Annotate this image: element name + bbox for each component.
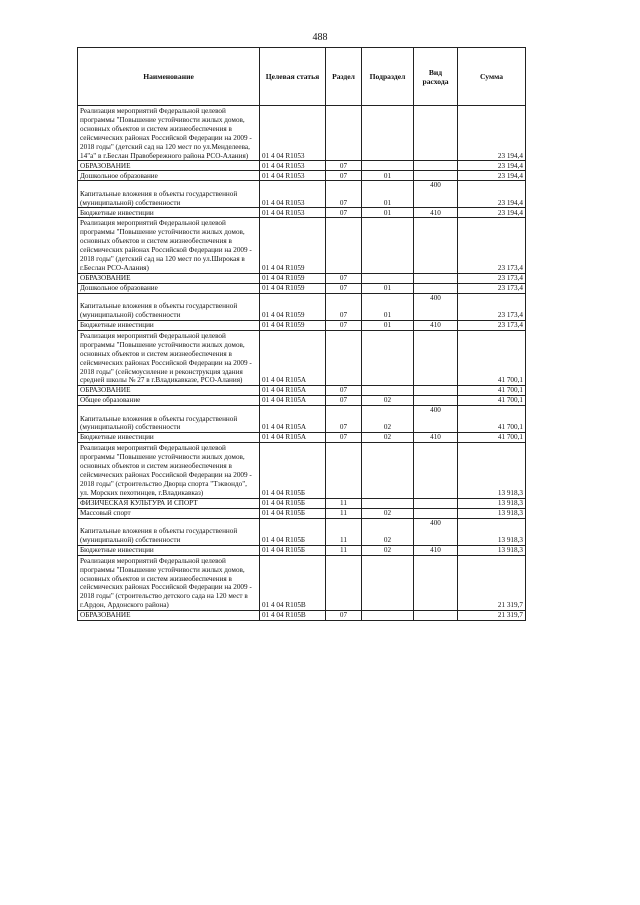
cell-target-code: 01 4 04 R1059 bbox=[260, 218, 326, 273]
cell-target-code: 01 4 04 R105Б bbox=[260, 508, 326, 518]
cell-sum: 23 194,4 bbox=[458, 208, 526, 218]
cell-name: Бюджетные инвестиции bbox=[78, 320, 260, 330]
cell-sum: 13 918,3 bbox=[458, 545, 526, 555]
cell-target-code: 01 4 04 R105Б bbox=[260, 498, 326, 508]
cell-subsection: 01 bbox=[362, 208, 414, 218]
cell-target-code: 01 4 04 R1053 bbox=[260, 208, 326, 218]
cell-target-code: 01 4 04 R1059 bbox=[260, 273, 326, 283]
cell-name: ОБРАЗОВАНИЕ bbox=[78, 273, 260, 283]
cell-target-code: 01 4 04 R1059 bbox=[260, 320, 326, 330]
table-row bbox=[78, 293, 526, 320]
cell-section: 07 bbox=[326, 396, 362, 406]
cell-expense-type bbox=[414, 508, 458, 518]
cell-expense-type bbox=[414, 218, 458, 273]
cell-sum: 23 194,4 bbox=[458, 181, 526, 208]
cell-subsection bbox=[362, 498, 414, 508]
cell-sum: 23 173,4 bbox=[458, 293, 526, 320]
cell-subsection: 02 bbox=[362, 406, 414, 433]
cell-sum: 21 319,7 bbox=[458, 555, 526, 610]
cell-subsection: 02 bbox=[362, 433, 414, 443]
header-sum: Сумма bbox=[458, 48, 526, 106]
table-row bbox=[78, 545, 526, 555]
cell-subsection: 02 bbox=[362, 518, 414, 545]
header-name: Наименование bbox=[78, 48, 260, 106]
cell-subsection bbox=[362, 218, 414, 273]
page-number: 488 bbox=[312, 32, 328, 43]
table-row bbox=[78, 498, 526, 508]
table-row bbox=[78, 406, 526, 433]
cell-expense-type: 410 bbox=[414, 320, 458, 330]
cell-sum: 41 700,1 bbox=[458, 330, 526, 385]
cell-subsection: 02 bbox=[362, 396, 414, 406]
cell-expense-type bbox=[414, 330, 458, 385]
cell-name: Дошкольное образование bbox=[78, 171, 260, 181]
cell-subsection bbox=[362, 386, 414, 396]
cell-sum: 23 194,4 bbox=[458, 171, 526, 181]
table-row bbox=[78, 433, 526, 443]
cell-sum: 13 918,3 bbox=[458, 508, 526, 518]
cell-sum: 13 918,3 bbox=[458, 518, 526, 545]
cell-sum: 23 194,4 bbox=[458, 106, 526, 161]
cell-name: Бюджетные инвестиции bbox=[78, 433, 260, 443]
cell-sum: 23 194,4 bbox=[458, 161, 526, 171]
cell-section: 07 bbox=[326, 433, 362, 443]
cell-sum: 21 319,7 bbox=[458, 611, 526, 621]
table-row bbox=[78, 330, 526, 385]
table-row bbox=[78, 555, 526, 610]
cell-subsection: 02 bbox=[362, 508, 414, 518]
cell-target-code: 01 4 04 R1053 bbox=[260, 106, 326, 161]
cell-name: Общее образование bbox=[78, 396, 260, 406]
table-row bbox=[78, 171, 526, 181]
cell-subsection bbox=[362, 555, 414, 610]
cell-target-code: 01 4 04 R105Б bbox=[260, 545, 326, 555]
table-row bbox=[78, 396, 526, 406]
cell-section: 07 bbox=[326, 611, 362, 621]
cell-name: Реализация мероприятий Федеральной целевой программы "Повышение устойчивости жилых домов, основных объектов и систем жизнеобеспечения в сейсмических районах Российской Федерации на 2009 - 2018 годы" (строительство Дворца спорта "Тэквондо", ул. Морских пехотинцев, г.Владикавказ) bbox=[78, 443, 260, 498]
table-row bbox=[78, 443, 526, 498]
cell-expense-type: 400 bbox=[414, 406, 458, 433]
cell-name: Капитальные вложения в объекты государственной (муниципальной) собственности bbox=[78, 406, 260, 433]
cell-section: 07 bbox=[326, 273, 362, 283]
cell-name: Бюджетные инвестиции bbox=[78, 545, 260, 555]
cell-name: Массовый спорт bbox=[78, 508, 260, 518]
cell-expense-type: 410 bbox=[414, 433, 458, 443]
cell-target-code: 01 4 04 R105В bbox=[260, 611, 326, 621]
cell-section: 07 bbox=[326, 171, 362, 181]
cell-section bbox=[326, 106, 362, 161]
cell-name: Бюджетные инвестиции bbox=[78, 208, 260, 218]
cell-expense-type bbox=[414, 611, 458, 621]
cell-name: ОБРАЗОВАНИЕ bbox=[78, 611, 260, 621]
cell-target-code: 01 4 04 R105А bbox=[260, 433, 326, 443]
cell-sum: 41 700,1 bbox=[458, 433, 526, 443]
cell-section: 07 bbox=[326, 406, 362, 433]
cell-section: 07 bbox=[326, 293, 362, 320]
cell-subsection: 01 bbox=[362, 171, 414, 181]
header-code: Целевая статья bbox=[260, 48, 326, 106]
cell-sum: 23 173,4 bbox=[458, 320, 526, 330]
cell-target-code: 01 4 04 R105А bbox=[260, 330, 326, 385]
cell-expense-type bbox=[414, 106, 458, 161]
cell-target-code: 01 4 04 R1053 bbox=[260, 181, 326, 208]
cell-subsection: 02 bbox=[362, 545, 414, 555]
cell-name: Реализация мероприятий Федеральной целевой программы "Повышение устойчивости жилых домов, основных объектов и систем жизнеобеспечения в сейсмических районах Российской Федерации на 2009 - 2018 годы" (детский сад на 120 мест по ул.Широкая в г.Беслан РСО-Алания) bbox=[78, 218, 260, 273]
cell-subsection bbox=[362, 273, 414, 283]
cell-sum: 41 700,1 bbox=[458, 386, 526, 396]
cell-expense-type: 400 bbox=[414, 293, 458, 320]
cell-sum: 41 700,1 bbox=[458, 396, 526, 406]
table-row bbox=[78, 218, 526, 273]
cell-expense-type bbox=[414, 171, 458, 181]
cell-sum: 23 173,4 bbox=[458, 283, 526, 293]
cell-target-code: 01 4 04 R105А bbox=[260, 406, 326, 433]
cell-section: 11 bbox=[326, 498, 362, 508]
table-row bbox=[78, 386, 526, 396]
cell-section: 07 bbox=[326, 283, 362, 293]
table-row bbox=[78, 273, 526, 283]
cell-section: 11 bbox=[326, 545, 362, 555]
cell-target-code: 01 4 04 R1059 bbox=[260, 293, 326, 320]
cell-subsection: 01 bbox=[362, 283, 414, 293]
cell-subsection: 01 bbox=[362, 320, 414, 330]
budget-table bbox=[77, 47, 526, 621]
table-row bbox=[78, 518, 526, 545]
cell-name: ОБРАЗОВАНИЕ bbox=[78, 161, 260, 171]
cell-name: Реализация мероприятий Федеральной целевой программы "Повышение устойчивости жилых домов, основных объектов и систем жизнеобеспечения в сейсмических районах Российской Федерации на 2009 - 2018 годы" (строительство детского сада на 120 мест в г.Ардон, Ардонского района) bbox=[78, 555, 260, 610]
cell-expense-type bbox=[414, 555, 458, 610]
cell-section: 11 bbox=[326, 518, 362, 545]
cell-expense-type bbox=[414, 273, 458, 283]
cell-expense-type: 410 bbox=[414, 208, 458, 218]
cell-name: Реализация мероприятий Федеральной целевой программы "Повышение устойчивости жилых домов, основных объектов и систем жизнеобеспечения в сейсмических районах Российской Федерации на 2009 - 2018 годы" (детский сад на 120 мест по ул.Менделеева, 14"а" в г.Беслан Правобережного района РСО-Алания) bbox=[78, 106, 260, 161]
table-row bbox=[78, 283, 526, 293]
cell-name: Капитальные вложения в объекты государственной (муниципальной) собственности bbox=[78, 181, 260, 208]
table-row bbox=[78, 161, 526, 171]
cell-section: 07 bbox=[326, 161, 362, 171]
cell-sum: 41 700,1 bbox=[458, 406, 526, 433]
cell-target-code: 01 4 04 R105А bbox=[260, 396, 326, 406]
cell-target-code: 01 4 04 R105А bbox=[260, 386, 326, 396]
cell-target-code: 01 4 04 R1053 bbox=[260, 171, 326, 181]
cell-section: 11 bbox=[326, 508, 362, 518]
cell-sum: 13 918,3 bbox=[458, 498, 526, 508]
cell-name: Реализация мероприятий Федеральной целевой программы "Повышение устойчивости жилых домов, основных объектов и систем жизнеобеспечения в сейсмических районах Российской Федерации на 2009 - 2018 годы" (сейсмоусиление и реконструкция здания средней школы № 27 в г.Владикавказе, РСО-Алания) bbox=[78, 330, 260, 385]
cell-name: Дошкольное образование bbox=[78, 283, 260, 293]
cell-name: ФИЗИЧЕСКАЯ КУЛЬТУРА И СПОРТ bbox=[78, 498, 260, 508]
cell-expense-type bbox=[414, 443, 458, 498]
cell-subsection bbox=[362, 106, 414, 161]
cell-sum: 23 173,4 bbox=[458, 218, 526, 273]
cell-target-code: 01 4 04 R1059 bbox=[260, 283, 326, 293]
cell-sum: 13 918,3 bbox=[458, 443, 526, 498]
cell-name: ОБРАЗОВАНИЕ bbox=[78, 386, 260, 396]
cell-name: Капитальные вложения в объекты государственной (муниципальной) собственности bbox=[78, 293, 260, 320]
table-row bbox=[78, 611, 526, 621]
cell-section bbox=[326, 218, 362, 273]
table-row bbox=[78, 320, 526, 330]
table-header-row bbox=[78, 48, 526, 106]
cell-name: Капитальные вложения в объекты государственной (муниципальной) собственности bbox=[78, 518, 260, 545]
cell-section bbox=[326, 330, 362, 385]
cell-sum: 23 173,4 bbox=[458, 273, 526, 283]
cell-section: 07 bbox=[326, 181, 362, 208]
cell-subsection bbox=[362, 330, 414, 385]
cell-target-code: 01 4 04 R105Б bbox=[260, 443, 326, 498]
cell-subsection: 01 bbox=[362, 293, 414, 320]
header-section: Раздел bbox=[326, 48, 362, 106]
cell-target-code: 01 4 04 R105В bbox=[260, 555, 326, 610]
cell-subsection bbox=[362, 611, 414, 621]
cell-subsection bbox=[362, 161, 414, 171]
cell-expense-type bbox=[414, 161, 458, 171]
cell-section bbox=[326, 443, 362, 498]
table-row bbox=[78, 208, 526, 218]
cell-section: 07 bbox=[326, 208, 362, 218]
cell-expense-type: 410 bbox=[414, 545, 458, 555]
table-row bbox=[78, 106, 526, 161]
cell-section: 07 bbox=[326, 386, 362, 396]
cell-expense-type bbox=[414, 386, 458, 396]
cell-section: 07 bbox=[326, 320, 362, 330]
table-row bbox=[78, 508, 526, 518]
cell-expense-type bbox=[414, 283, 458, 293]
cell-subsection bbox=[362, 443, 414, 498]
header-subsection: Подраздел bbox=[362, 48, 414, 106]
cell-target-code: 01 4 04 R1053 bbox=[260, 161, 326, 171]
cell-subsection: 01 bbox=[362, 181, 414, 208]
cell-target-code: 01 4 04 R105Б bbox=[260, 518, 326, 545]
cell-section bbox=[326, 555, 362, 610]
cell-expense-type bbox=[414, 498, 458, 508]
cell-expense-type: 400 bbox=[414, 181, 458, 208]
cell-expense-type: 400 bbox=[414, 518, 458, 545]
cell-expense-type bbox=[414, 396, 458, 406]
header-expense-type: Вид расхода bbox=[414, 48, 458, 106]
table-row bbox=[78, 181, 526, 208]
